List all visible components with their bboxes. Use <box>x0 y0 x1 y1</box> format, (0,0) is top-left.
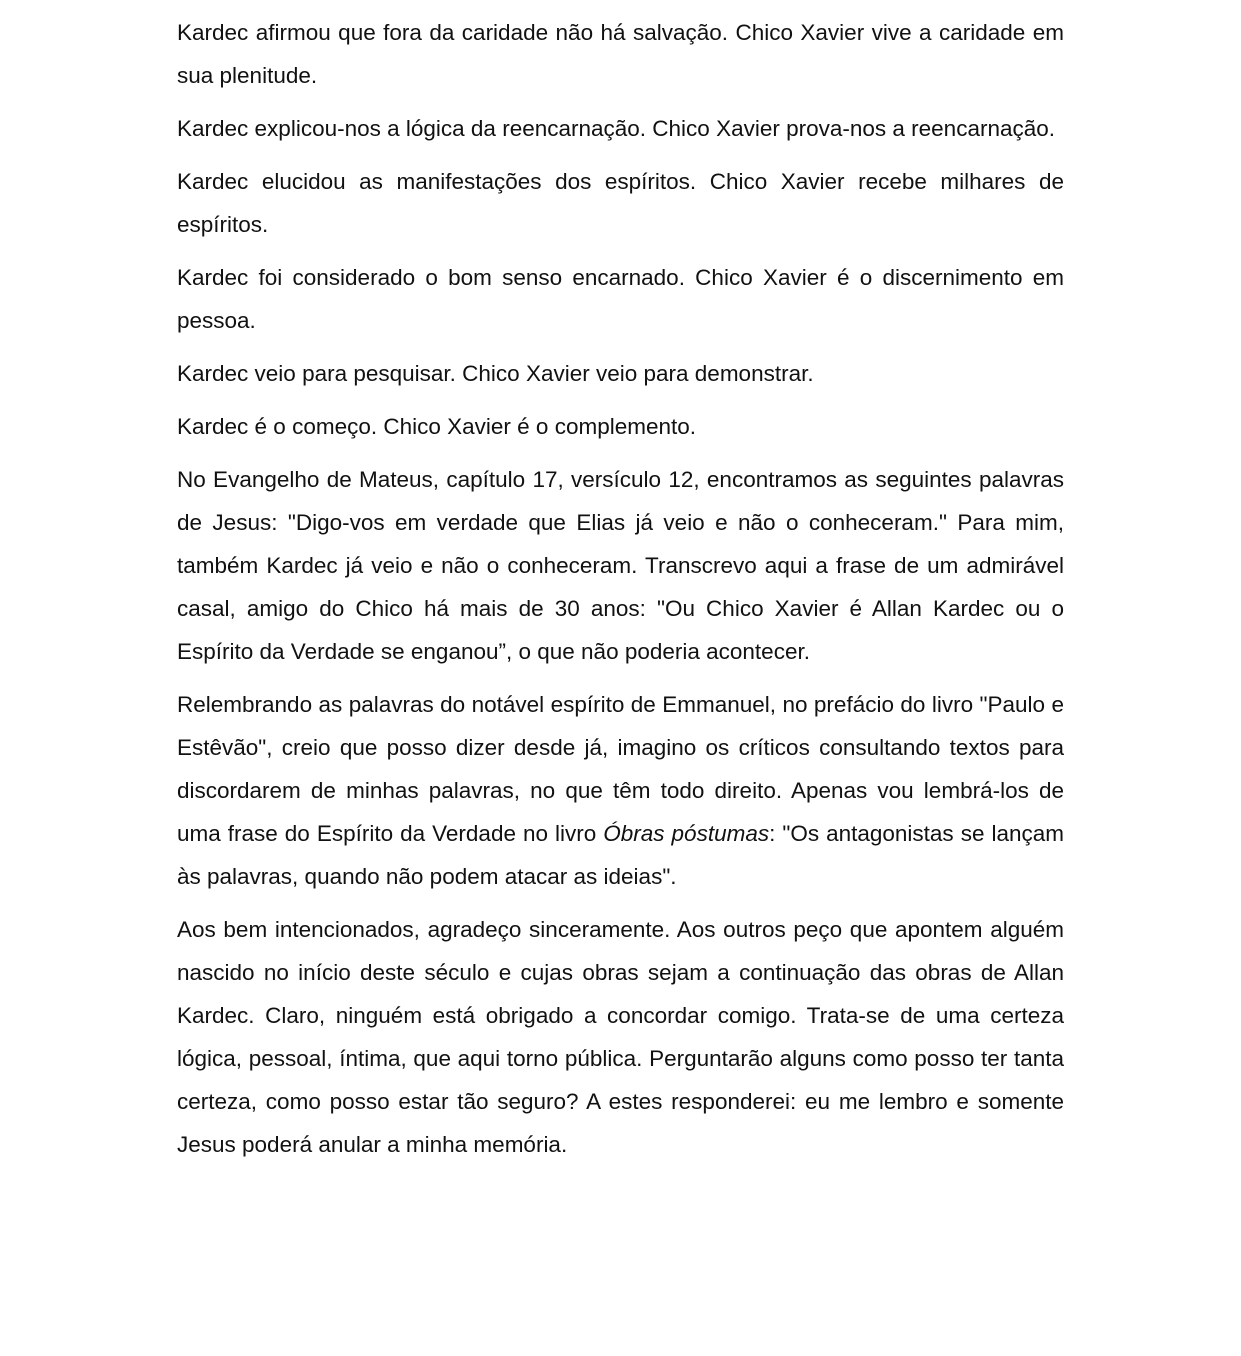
book-title-obras-postumas: Óbras póstumas <box>603 821 770 846</box>
paragraph-bom-senso: Kardec foi considerado o bom senso encarnado. Chico Xavier é o discernimento em pessoa. <box>177 265 1064 333</box>
paragraph-manifestacoes: Kardec elucidou as manifestações dos espíritos. Chico Xavier recebe milhares de espíritos. <box>177 169 1064 237</box>
paragraph-emmanuel <box>177 683 1064 898</box>
paragraph-bem-intencionados: Aos bem intencionados, agradeço sinceramente. Aos outros peço que apontem alguém nascido no início deste século e cujas obras sejam a continuação das obras de Allan Kardec. Claro, ninguém está obrigado a concordar comigo. Trata-se de uma certeza lógica, pessoal, íntima, que aqui torno pública. Perguntarão alguns como posso ter tanta certeza, como posso estar tão seguro? A estes responderei: eu me lembro e somente Jesus poderá anular a minha memória. <box>177 917 1064 1157</box>
paragraph-emmanuel-text-before: Relembrando as palavras do notável espírito de Emmanuel, no prefácio do livro "Paulo e Estêvão", creio que posso dizer desde já, imagino os críticos consultando textos para discordarem de minhas palavras, no que têm todo direito. Apenas vou lembrá-los de uma frase do Espírito da Verdade no livro <box>177 692 1064 846</box>
document-page <box>177 11 1064 1176</box>
paragraph-emmanuel-text-after: : "Os antagonistas se lançam às palavras, quando não podem atacar as ideias". <box>177 821 1064 889</box>
paragraph-reencarnacao: Kardec explicou-nos a lógica da reencarnação. Chico Xavier prova-nos a reencarnação. <box>177 116 1056 141</box>
paragraph-comeco: Kardec é o começo. Chico Xavier é o complemento. <box>177 414 697 439</box>
paragraph-evangelho-mateus: No Evangelho de Mateus, capítulo 17, versículo 12, encontramos as seguintes palavras de Jesus: "Digo-vos em verdade que Elias já veio e não o conheceram." Para mim, também Kardec já veio e não o conheceram. Transcrevo aqui a frase de um admirável casal, amigo do Chico há mais de 30 anos: "Ou Chico Xavier é Allan Kardec ou o Espírito da Verdade se enganou”, o que não poderia acontecer. <box>177 467 1064 664</box>
paragraph-pesquisar: Kardec veio para pesquisar. Chico Xavier veio para demonstrar. <box>177 361 814 386</box>
paragraph-caridade: Kardec afirmou que fora da caridade não há salvação. Chico Xavier vive a caridade em sua plenitude. <box>177 20 1064 88</box>
